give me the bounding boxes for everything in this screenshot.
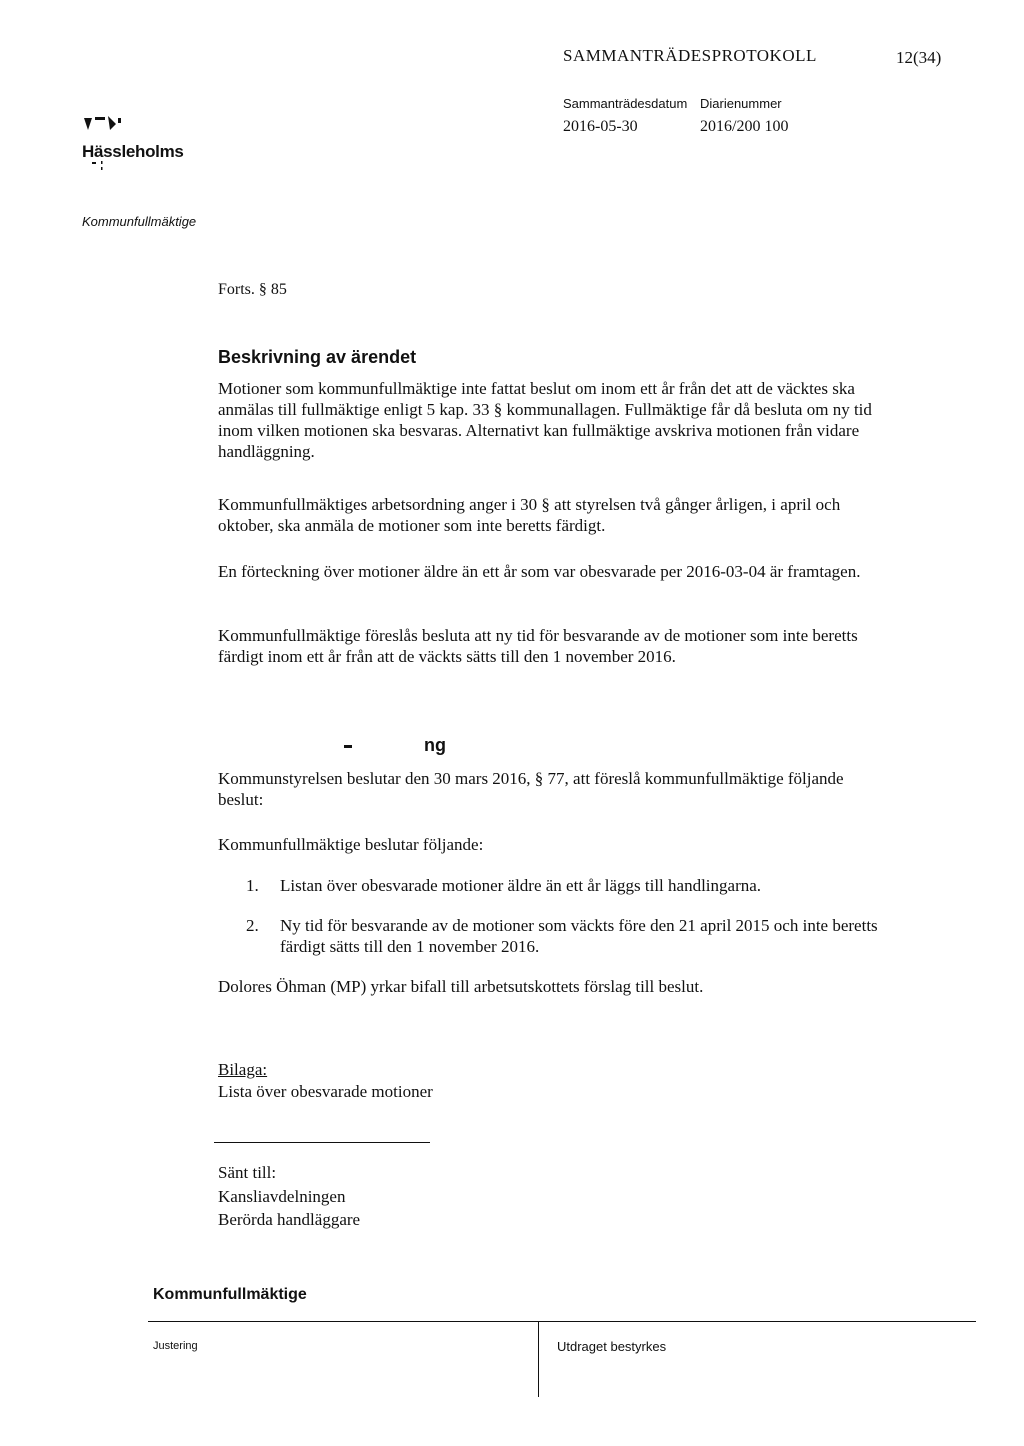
heading-mark <box>344 745 352 748</box>
diary-number-label: Diarienummer <box>700 96 782 111</box>
list-item-text: Listan över obesvarade motioner äldre än ett år läggs till handlingarna. <box>280 876 762 895</box>
proposal-heading-text: ng <box>424 735 446 755</box>
section-heading: Beskrivning av ärendet <box>218 347 417 367</box>
sent-to-item: Berörda handläggare <box>218 1210 361 1229</box>
list-item-number: 1. <box>246 876 259 895</box>
list-item-text: Ny tid för besvarande av de motioner som väckts före den 21 april 2015 och inte beretts färdigt sätts till den 1 november 2016. <box>280 916 878 956</box>
footer-certification-label: Utdraget bestyrkes <box>557 1339 667 1354</box>
attachment-value: Lista över obesvarade motioner <box>218 1082 433 1101</box>
attachment-label: Bilaga: <box>218 1060 268 1079</box>
municipality-logo-icon <box>82 114 124 132</box>
meeting-date-label: Sammanträdesdatum <box>563 96 688 111</box>
divider <box>214 1142 430 1143</box>
page-number: 12(34) <box>896 48 942 67</box>
organization-name: Kommunfullmäktige <box>82 214 197 229</box>
decision-intro: Kommunfullmäktige beslutar följande: <box>218 835 484 854</box>
description-paragraph-2: Kommunfullmäktiges arbetsordning anger i 30 § att styrelsen två gånger årligen, i april och oktober, ska anmäla de motioner som inte beretts färdigt. <box>218 495 841 535</box>
sent-to-item: Kansliavdelningen <box>218 1187 346 1206</box>
meeting-date-value: 2016-05-30 <box>563 118 638 135</box>
footer-organization: Kommunfullmäktige <box>153 1286 307 1303</box>
proposal-paragraph: Kommunstyrelsen beslutar den 30 mars 2016, § 77, att föreslå kommunfullmäktige följande beslut: <box>218 769 844 809</box>
sent-to-label: Sänt till: <box>218 1163 277 1182</box>
description-paragraph-4: Kommunfullmäktige föreslås besluta att ny tid för besvarande av de motioner som inte beretts färdigt inom ett år från att de väckts sätts till den 1 november 2016. <box>218 626 858 666</box>
diary-number-value: 2016/200 100 <box>700 118 789 135</box>
document-title: SAMMANTRÄDESPROTOKOLL <box>563 46 817 65</box>
motion-statement: Dolores Öhman (MP) yrkar bifall till arbetsutskottets förslag till beslut. <box>218 977 704 996</box>
logo-ornament-icon <box>92 160 108 172</box>
section-continuation: Forts. § 85 <box>218 281 287 298</box>
footer-column-divider <box>538 1322 539 1397</box>
description-paragraph-1: Motioner som kommunfullmäktige inte fattat beslut om inom ett år från det att de väcktes ska anmälas till fullmäktige enligt 5 kap. 33 § kommunallagen. Fullmäktige får då besluta om ny tid inom vilken motionen ska besvaras. Alternativt kan fullmäktige avskriva motionen från vidare handläggning. <box>218 379 872 461</box>
list-item-number: 2. <box>246 916 259 935</box>
footer-adjustment-label: Justering <box>153 1340 198 1352</box>
footer-divider-line <box>148 1321 976 1322</box>
proposal-heading <box>344 735 446 756</box>
description-paragraph-3: En förteckning över motioner äldre än ett år som var obesvarade per 2016-03-04 är framtagen. <box>218 562 861 581</box>
logo-text: Hässleholms <box>82 142 184 161</box>
